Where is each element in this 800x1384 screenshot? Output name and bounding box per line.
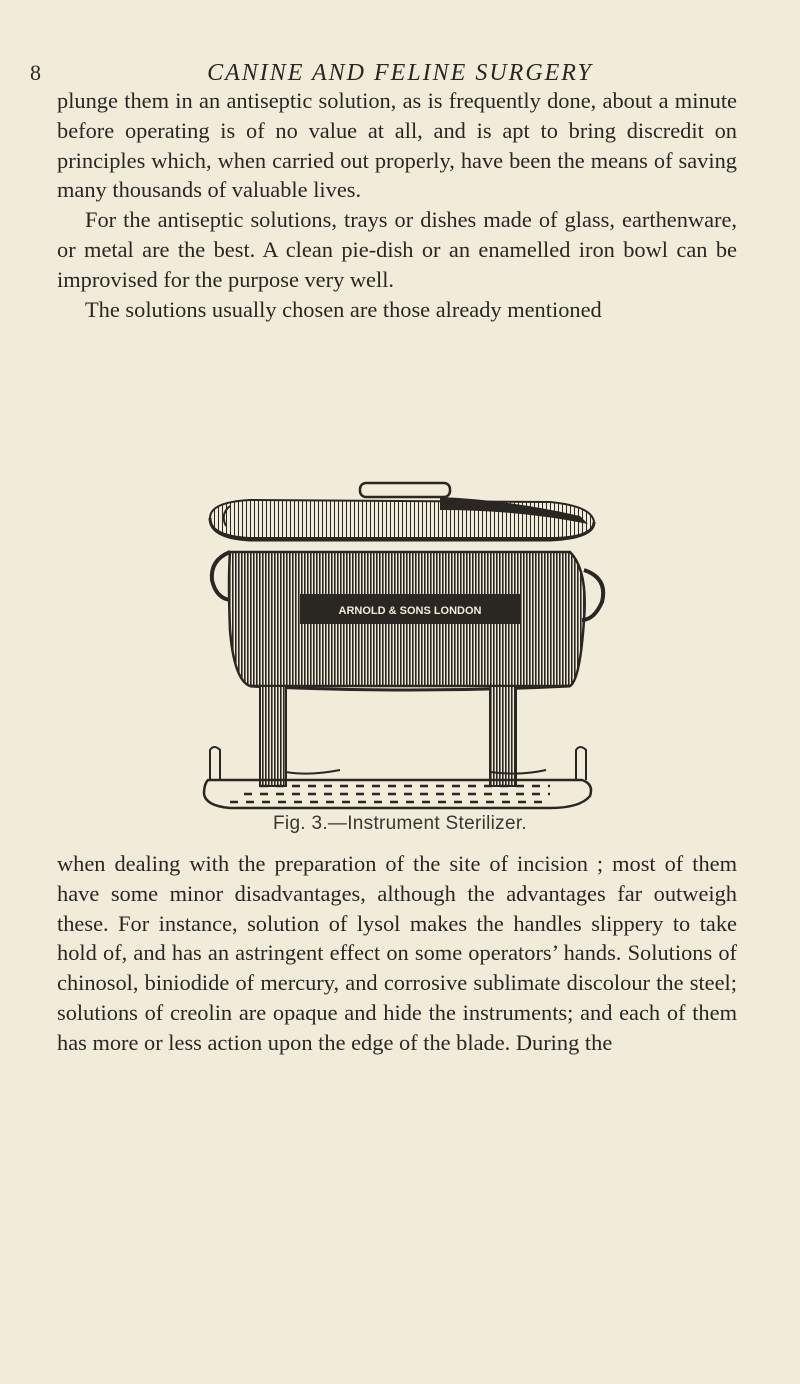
paragraph: The solutions usually chosen are those already mentioned	[85, 296, 602, 322]
running-title: CANINE AND FELINE SURGERY	[207, 60, 593, 86]
page-number: 8	[30, 60, 42, 85]
stand-legs	[210, 686, 586, 786]
paragraph: when dealing with the preparation of the site of incision ; most of them have some minor disadvantages, although the advantages far outweigh these. For instance, solution of lysol makes the handles slippery to take hold of, and has an astringent effect on some operators’ hands. Solutions of chinosol, biniodide of mercury, and corrosive sublimate discolour the steel; solutions of creolin are opaque and hide the instruments; and each of them has more or less action upon the edge of the blade. During the	[57, 851, 737, 1055]
left-handle	[212, 552, 230, 600]
lid	[210, 483, 594, 540]
lid-handle	[360, 483, 450, 497]
paragraph: For the antiseptic solutions, trays or dishes made of glass, earthenware, or metal are the best. A clean pie-dish or an enamelled iron bowl can be improvised for the purpose very well.	[57, 207, 737, 292]
maker-label: ARNOLD & SONS LONDON	[338, 605, 482, 617]
sterilizer-body	[212, 552, 603, 690]
paragraph: plunge them in an antiseptic solution, as is frequently done, about a minute before operating is of no value at all, and is apt to bring discredit on principles which, when carried out properly, have been the means of saving many thousands of valuable lives.	[57, 88, 737, 203]
body-text-top	[57, 86, 737, 324]
instrument-sterilizer-illustration	[190, 480, 610, 810]
body-text-bottom	[57, 849, 737, 1058]
figure-caption: Fig. 3.—Instrument Sterilizer.	[273, 813, 527, 834]
